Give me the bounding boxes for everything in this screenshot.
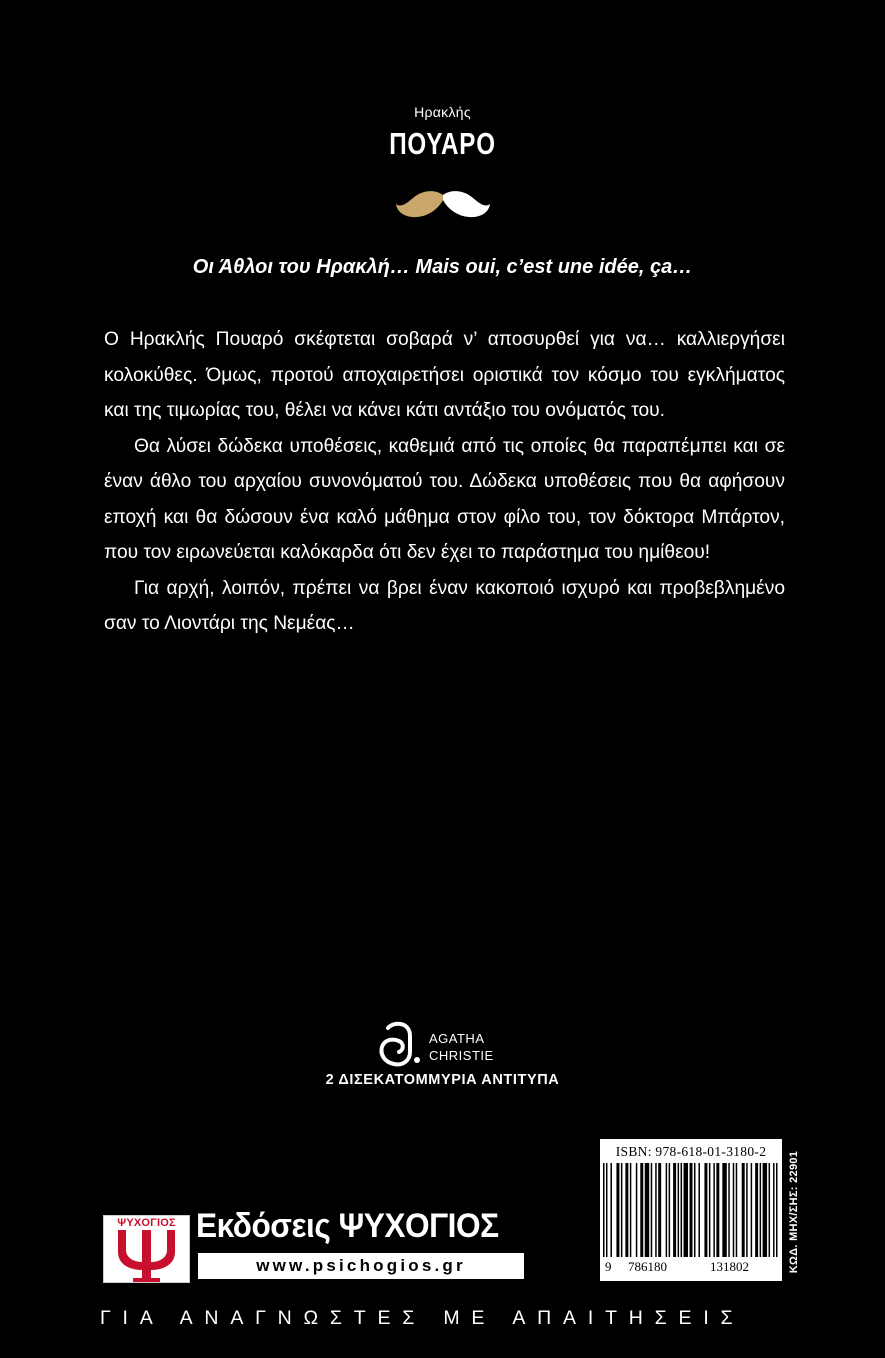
psi-logo-icon <box>104 1228 189 1282</box>
series-title: ΠΟΥΑΡΟ <box>389 126 496 161</box>
product-code <box>784 1144 804 1280</box>
blurb-paragraph: Για αρχή, λοιπόν, πρέπει να βρει έναν κακοποιό ισχυρό και προβεβλημένο σαν το Λιοντάρι της Νεμέας… <box>104 577 785 634</box>
copies-sold: 2 ΔΙΣΕΚΑΤΟΜΜΥΡΙΑ ΑΝΤΙΤΥΠΑ <box>325 1072 560 1088</box>
tagline: Οι Άθλοι του Ηρακλή… Mais oui, c’est une idée, ça… <box>192 256 693 278</box>
barcode-icon <box>603 1163 779 1257</box>
blurb <box>104 322 785 642</box>
publisher-url: www.psichogios.gr <box>256 1256 466 1275</box>
footer-slogan: ΓΙΑ ΑΝΑΓΝΩΣΤΕΣ ΜΕ ΑΠΑΙΤΗΣΕΙΣ <box>100 1307 745 1329</box>
barcode-digits-left: 786180 <box>628 1259 667 1274</box>
author-last-name: CHRISTIE <box>429 1048 494 1063</box>
author-first-name: AGATHA <box>429 1031 485 1046</box>
publisher-url-bar <box>198 1253 524 1279</box>
publisher-logo <box>103 1215 190 1283</box>
series-subtitle: Ηρακλής <box>414 104 471 120</box>
barcode-digits-right: 131802 <box>710 1259 749 1274</box>
blurb-paragraph: Ο Ηρακλής Πουαρό σκέφτεται σοβαρά ν’ αποσυρθεί για να… καλλιεργήσει κολοκύθες. Όμως, προτού αποχαιρετήσει οριστικά τον κόσμο του εγκλήματος και της τιμωρίας του, θέλει να κάνει κάτι αντάξιο του ονόματός του. <box>104 329 785 421</box>
isbn-text: ISBN: 978-618-01-3180-2 <box>615 1144 767 1159</box>
mustache-icon <box>395 188 491 220</box>
product-code-text: ΚΩΔ. ΜΗΧ/ΣΗΣ: 22901 <box>788 1150 800 1274</box>
agatha-christie-logo-icon <box>372 1018 422 1068</box>
publisher-logo-label: ΨΥΧΟΓΙΟΣ <box>117 1217 176 1229</box>
barcode <box>600 1139 782 1281</box>
barcode-digit-prefix: 9 <box>605 1259 612 1274</box>
publisher-name: Εκδόσεις ΨΥΧΟΓΙΟΣ <box>196 1207 499 1245</box>
agatha-christie-wordmark <box>429 1030 494 1064</box>
blurb-paragraph: Θα λύσει δώδεκα υποθέσεις, καθεμιά από τις οποίες θα παραπέμπει και σε έναν άθλο του αρχαίου συνονόματού του. Δώδεκα υποθέσεις που θα αφήσουν εποχή και θα δώσουν ένα καλό μάθημα στον φίλο του, τον δόκτορα Μπάρτον, που τον ειρωνεύεται καλόκαρδα ότι δεν έχει το παράστημα του ημίθεου! <box>104 435 785 563</box>
